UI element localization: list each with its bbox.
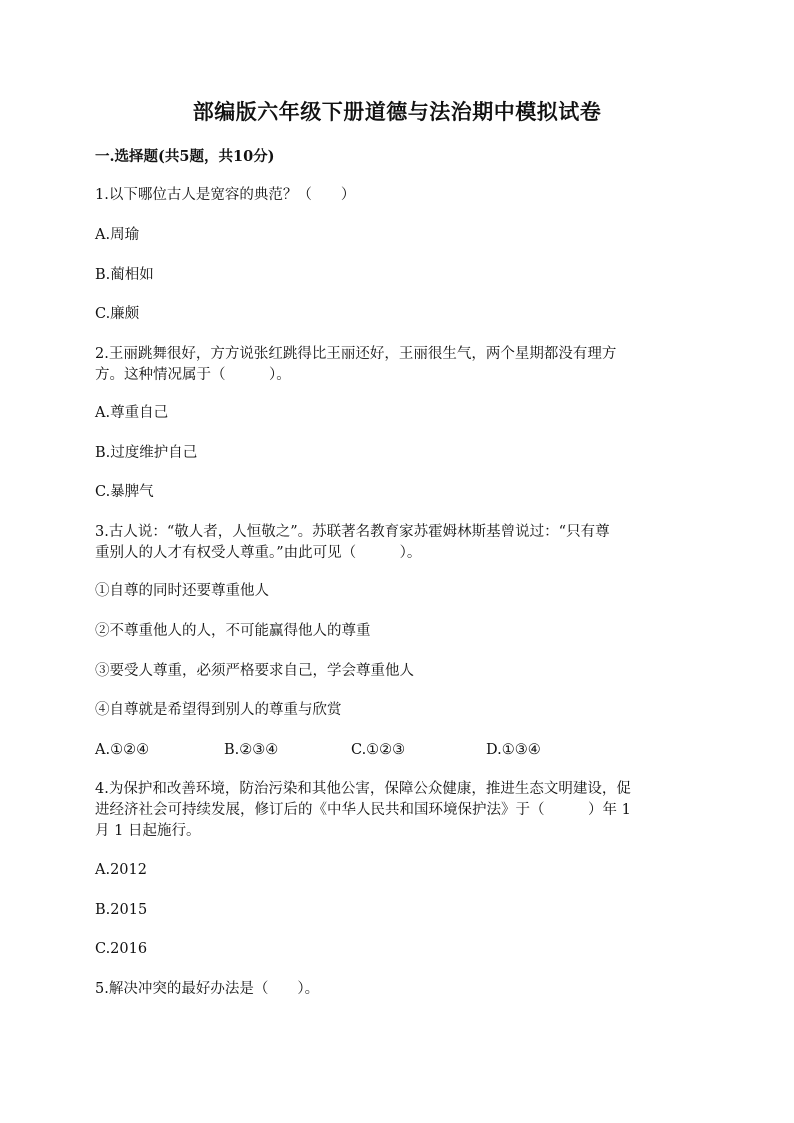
question-2-option-b: B.过度维护自己: [95, 445, 198, 461]
question-2-option-c: C.暴脾气: [95, 484, 154, 500]
question-4-option-c: C.2016: [95, 941, 148, 957]
question-1-option-b: B.蔺相如: [95, 267, 154, 283]
question-5-stem: 5.解决冲突的最好办法是（ ）。: [95, 981, 320, 997]
section-heading: 一.选择题(共5题，共10分): [95, 148, 275, 165]
question-2-option-a: A.尊重自己: [95, 405, 169, 421]
question-1-option-a: A.周瑜: [95, 227, 140, 243]
question-1-stem: 1.以下哪位古人是宽容的典范？（ ）: [95, 187, 356, 203]
question-4-stem-line-2: 进经济社会可持续发展，修订后的《中华人民共和国环境保护法》于（ ）年 1: [95, 802, 631, 818]
question-3-statement-3: ③要受人尊重，必须严格要求自己，学会尊重他人: [95, 663, 414, 679]
question-2-stem-line-2: 方。这种情况属于（ ）。: [95, 367, 291, 383]
question-3-stem-line-2: 重别人的人才有权受人尊重。”由此可见（ ）。: [95, 545, 422, 561]
question-4-option-a: A.2012: [95, 862, 147, 878]
question-4-stem-line-3: 月 1 日起施行。: [95, 823, 201, 839]
question-3-option-a: A.①②④: [95, 742, 150, 758]
question-3-statement-2: ②不尊重他人的人，不可能赢得他人的尊重: [95, 623, 371, 639]
question-3-option-d: D.①③④: [486, 742, 541, 758]
question-1-option-c: C.廉颇: [95, 306, 140, 322]
question-3-statement-4: ④自尊就是希望得到别人的尊重与欣赏: [95, 702, 342, 718]
question-3-options: [95, 739, 695, 761]
question-4-stem-line-1: 4.为保护和改善环境，防治污染和其他公害，保障公众健康，推进生态文明建设，促: [95, 781, 631, 797]
question-3-stem-line-1: 3.古人说：“敬人者，人恒敬之”。苏联著名教育家苏霍姆林斯基曾说过：“只有尊: [95, 524, 610, 540]
question-3-option-b: B.②③④: [224, 742, 279, 758]
question-3-option-c: C.①②③: [351, 742, 406, 758]
page-title: 部编版六年级下册道德与法治期中模拟试卷: [192, 99, 602, 124]
question-2-stem-line-1: 2.王丽跳舞很好，方方说张红跳得比王丽还好，王丽很生气，两个星期都没有理方: [95, 346, 617, 362]
question-4-option-b: B.2015: [95, 902, 148, 918]
question-3-statement-1: ①自尊的同时还要尊重他人: [95, 583, 269, 599]
